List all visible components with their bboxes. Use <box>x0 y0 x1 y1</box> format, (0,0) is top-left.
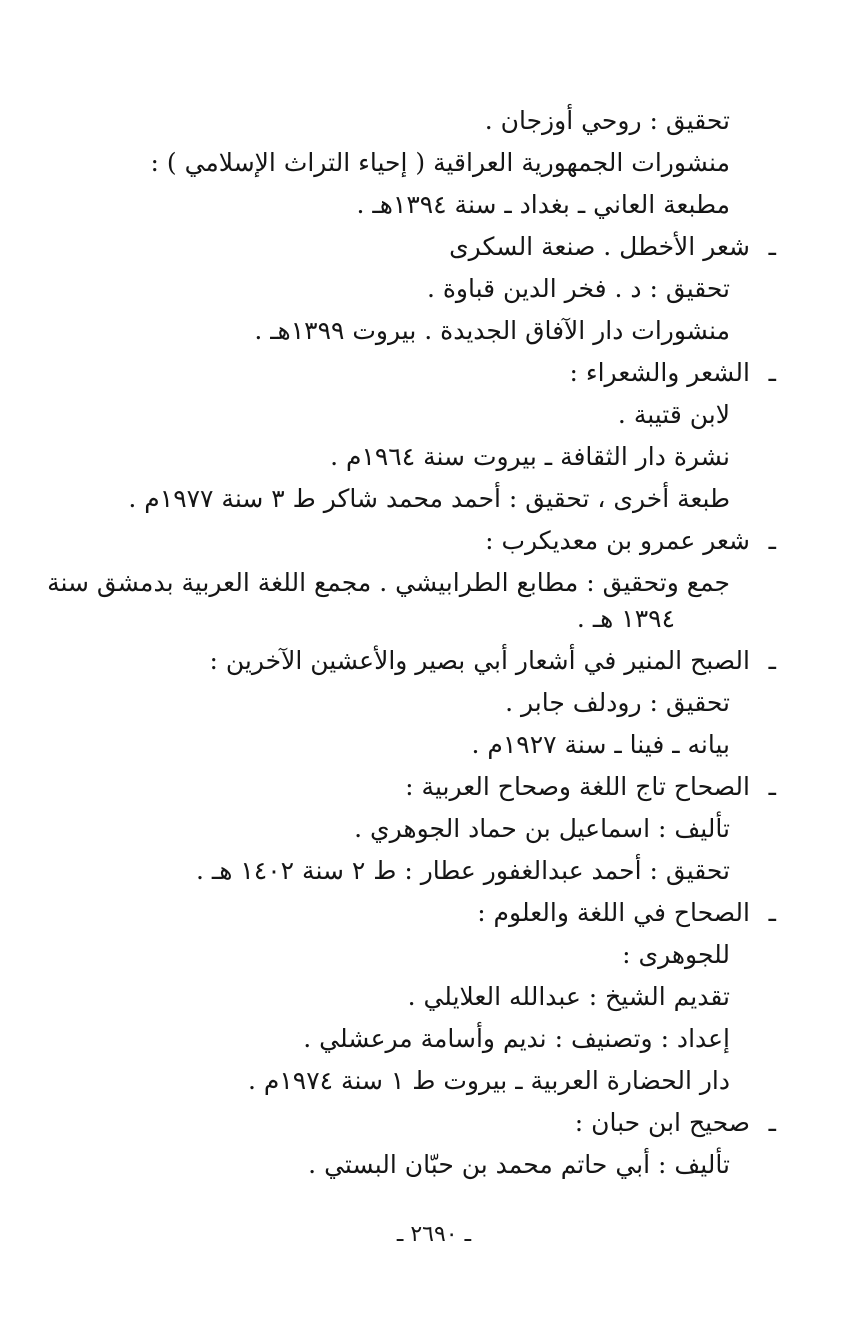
line-text: منشورات الجمهورية العراقية ( إحياء التراث الإسلامي ) : <box>150 148 730 177</box>
bibliography-detail-line <box>40 1060 750 1102</box>
bibliography-detail-line <box>40 934 750 976</box>
line-text: ١٣٩٤ هـ . <box>576 604 675 633</box>
line-text: بيانه ـ فينا ـ سنة ١٩٢٧م . <box>471 730 730 759</box>
line-text: تحقيق : رودلف جابر . <box>505 688 730 717</box>
bibliography-detail-line <box>40 310 750 352</box>
line-text: الصحاح تاج اللغة وصحاح العربية : <box>405 772 750 801</box>
line-text: طبعة أخرى ، تحقيق : أحمد محمد شاكر ط ٣ سنة ١٩٧٧م . <box>128 484 730 513</box>
bibliography-detail-line <box>40 436 750 478</box>
entry-dash-marker: ـ <box>768 358 776 387</box>
line-text: صحيح ابن حبان : <box>574 1108 750 1137</box>
entry-dash-marker: ـ <box>768 646 776 675</box>
line-text: الصحاح في اللغة والعلوم : <box>477 898 750 927</box>
line-text: تقديم الشيخ : عبدالله العلايلي . <box>407 982 730 1011</box>
bibliography-detail-line <box>40 682 750 724</box>
line-text: الصبح المنير في أشعار أبي بصير والأعشين الآخرين : <box>209 646 750 675</box>
bibliography-detail-line <box>40 598 750 640</box>
line-text: الشعر والشعراء : <box>569 358 750 387</box>
entry-dash-marker: ـ <box>768 232 776 261</box>
line-text: دار الحضارة العربية ـ بيروت ط ١ سنة ١٩٧٤م . <box>248 1066 730 1095</box>
line-text: تأليف : اسماعيل بن حماد الجوهري . <box>354 814 730 843</box>
bibliography-entry-title <box>40 640 776 682</box>
line-text: تحقيق : روحي أوزجان . <box>484 106 730 135</box>
bibliography-detail-line <box>40 808 750 850</box>
entry-dash-marker: ـ <box>768 772 776 801</box>
bibliography-entry-title <box>40 352 776 394</box>
line-text: إعداد : وتصنيف : نديم وأسامة مرعشلي . <box>303 1024 730 1053</box>
bibliography-text <box>40 100 776 1186</box>
line-text: منشورات دار الآفاق الجديدة . بيروت ١٣٩٩هـ . <box>254 316 730 345</box>
bibliography-entry-title <box>40 766 776 808</box>
line-text: لابن قتيبة . <box>617 400 730 429</box>
entry-dash-marker: ـ <box>768 526 776 555</box>
line-text: شعر عمرو بن معديكرب : <box>485 526 750 555</box>
bibliography-detail-line <box>40 478 750 520</box>
bibliography-entry-title <box>40 520 776 562</box>
line-text: للجوهرى : <box>622 940 730 969</box>
bibliography-detail-line <box>40 1144 750 1186</box>
bibliography-detail-line <box>40 268 750 310</box>
bibliography-detail-line <box>40 724 750 766</box>
bibliography-entry-title <box>40 892 776 934</box>
bibliography-entry-title <box>40 1102 776 1144</box>
bibliography-detail-line <box>40 850 750 892</box>
bibliography-detail-line <box>40 100 750 142</box>
page-number: ـ ٢٦٩٠ ـ <box>396 1222 472 1247</box>
bibliography-detail-line <box>40 142 750 184</box>
line-text: نشرة دار الثقافة ـ بيروت سنة ١٩٦٤م . <box>330 442 730 471</box>
bibliography-detail-line <box>40 394 750 436</box>
line-text: جمع وتحقيق : مطابع الطرابيشي . مجمع اللغة العربية بدمشق سنة <box>47 568 730 597</box>
line-text: شعر الأخطل . صنعة السكرى <box>449 232 750 261</box>
line-text: تحقيق : د . فخر الدين قباوة . <box>426 274 730 303</box>
bibliography-detail-line <box>40 1018 750 1060</box>
entry-dash-marker: ـ <box>768 1108 776 1137</box>
line-text: مطبعة العاني ـ بغداد ـ سنة ١٣٩٤هـ . <box>356 190 730 219</box>
bibliography-detail-line <box>40 976 750 1018</box>
bibliography-entry-title <box>40 226 776 268</box>
line-text: تحقيق : أحمد عبدالغفور عطار : ط ٢ سنة ١٤٠٢ هـ . <box>196 856 730 885</box>
line-text: تأليف : أبي حاتم محمد بن حبّان البستي . <box>308 1150 730 1179</box>
entry-dash-marker: ـ <box>768 898 776 927</box>
bibliography-detail-line <box>40 184 750 226</box>
